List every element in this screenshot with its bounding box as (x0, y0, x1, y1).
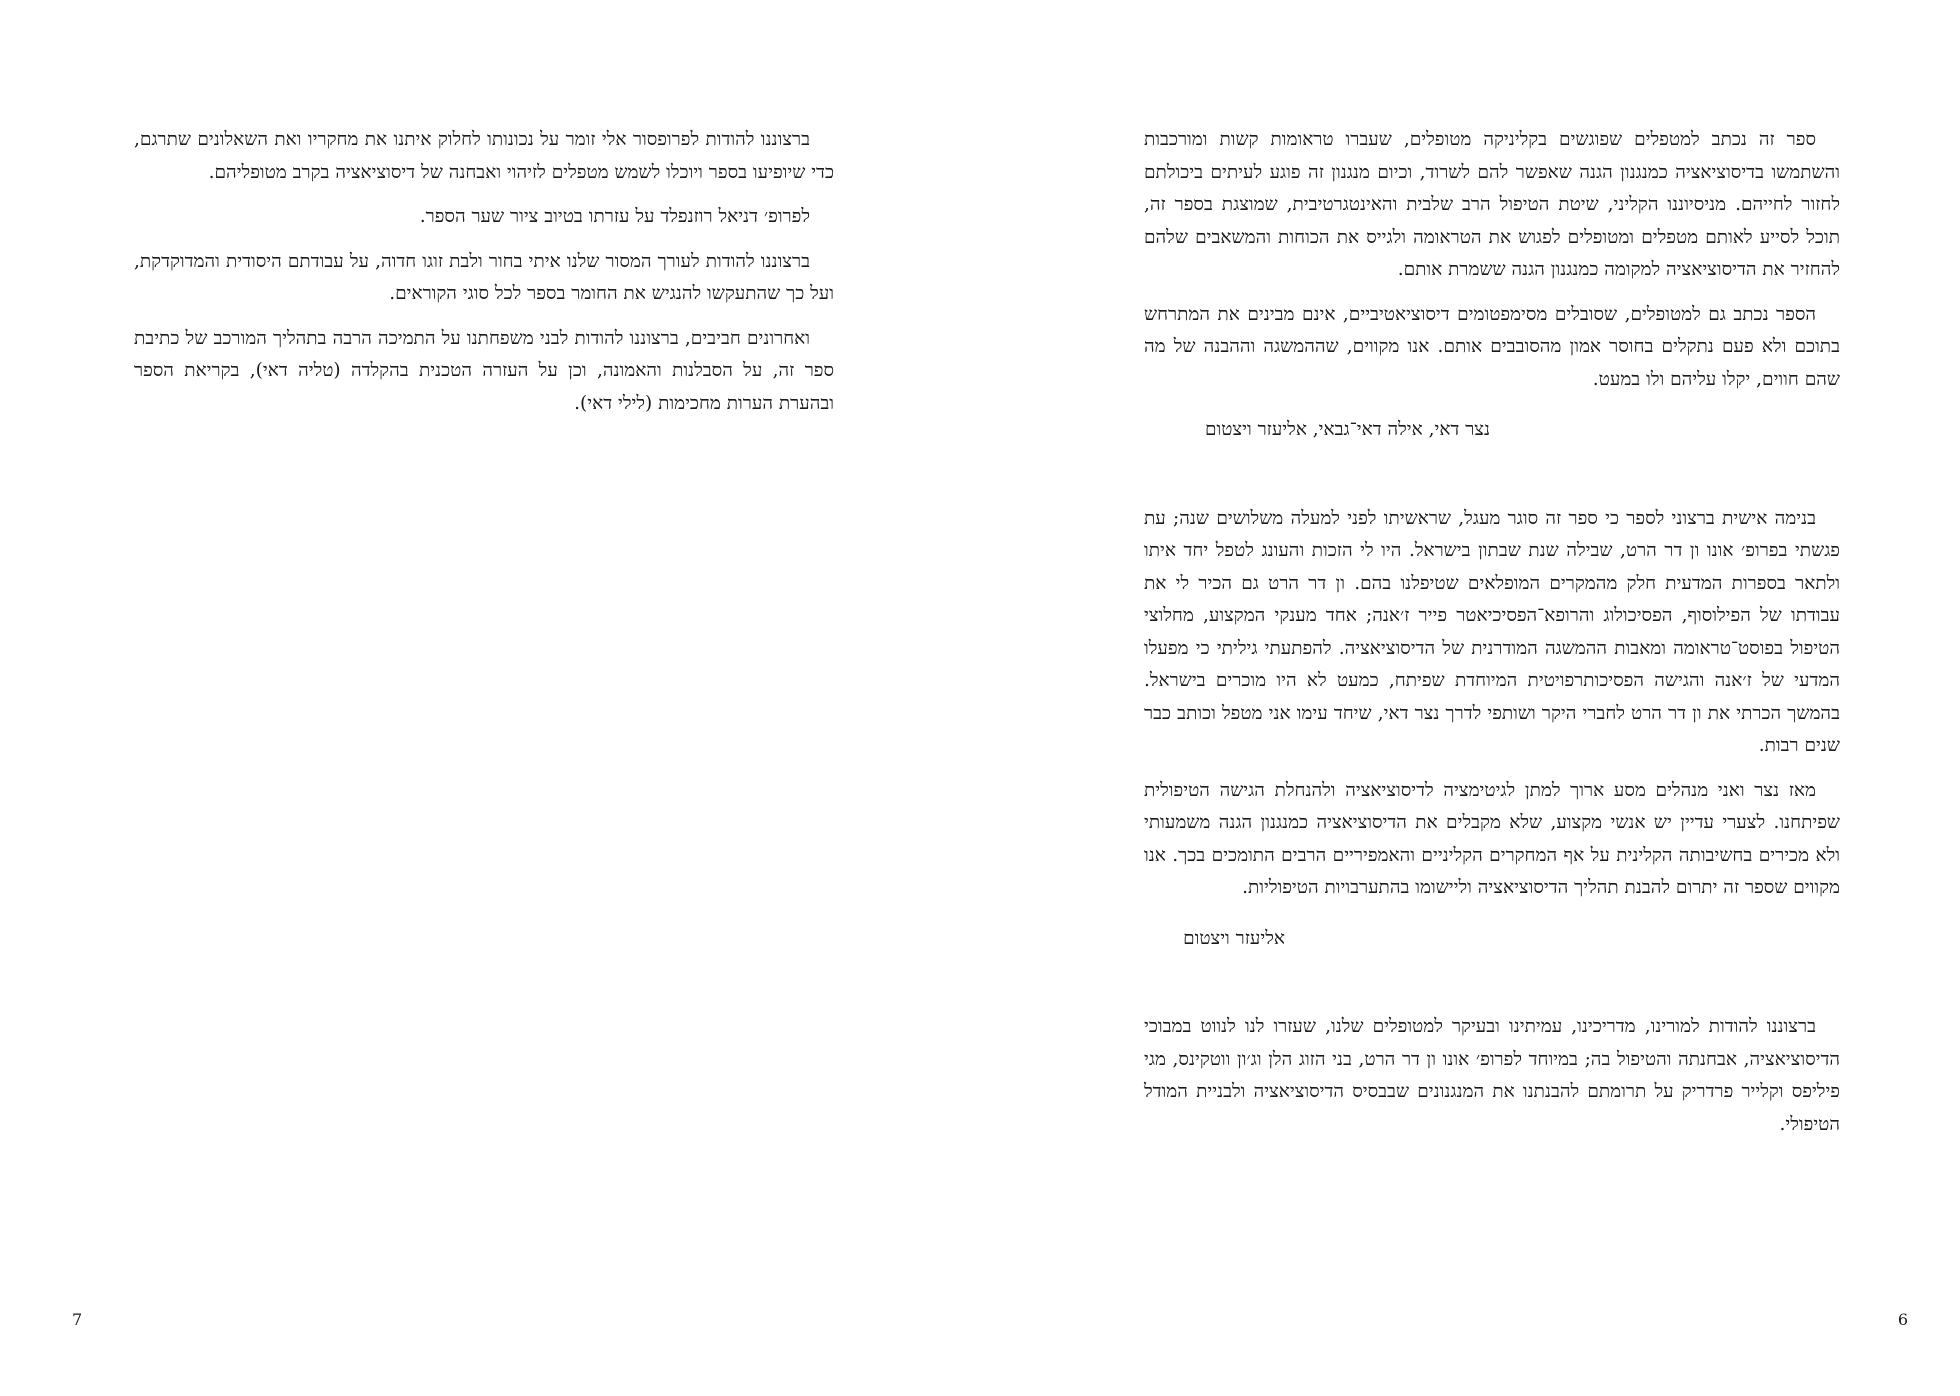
page-number: 7 (72, 1310, 83, 1329)
page-number: 6 (1897, 1310, 1908, 1329)
paragraph: ספר זה נכתב למטפלים שפוגשים בקליניקה מטופלים, שעברו טראומות קשות ומורכבות והשתמשו בדיסוציאציה כמנגנון הגנה שאפשר להם לשרוד, וכיום מנגנון זה פוגע לעיתים ביכולתם לחזור לחייהם. מניסיוננו הקליני, שיטת הטיפול הרב שלבית והאינטגרטיבית, שמוצגת בספר זה, תוכל לסייע לאותם מטפלים ומטופלים לפגוש את הטראומה ולגייס את הכוחות והמשאבים שלהם להחזיר את הדיסוציאציה למקומה כמנגנון הגנה ששמרת אותם. (1144, 129, 1840, 280)
paragraph: ברצוננו להודות למורינו, מדריכינו, עמיתינו ובעיקר למטופלים שלנו, שעזרו לנו לנווט במבוכי הדיסוציאציה, אבחנתה והטיפול בה; במיוחד לפרופ׳ אונו ון דר הרט, בני הזוג הלן וג׳ון ווטקינס, מגי פיליפס וקלייר פרדריק על תרומתם להבנתנו את המנגנונים שבבסיס הדיסוציאציה ולבניית המודל הטיפולי. (1144, 1016, 1840, 1135)
signature-authors: נצר דאי, אילה דאי־גבאי, אליעזר ויצטום (1204, 419, 1490, 440)
paragraph: מאז נצר ואני מנהלים מסע ארוך למתן לגיטימציה לדיסוציאציה ולהנחלת הגישה הטיפולית שפיתחנו. לצערי עדיין יש אנשי מקצוע, שלא מקבלים את הדיסוציאציה כמנגנון הגנה משמעותי ולא מכירים בחשיבותה הקלינית על אף המחקרים הקליניים והאמפיריים הרבים התומכים בכך. אנו מקווים שספר זה יתרום להבנת תהליך הדיסוציאציה וליישומו בהתערבויות הטיפוליות. (1144, 779, 1840, 898)
right-page (980, 0, 1960, 1396)
paragraph: בנימה אישית ברצוני לספר כי ספר זה סוגר מעגל, שראשיתו לפני למעלה משלושים שנה; עת פגשתי בפרופ׳ אונו ון דר הרט, שבילה שנת שבתון בישראל. היו לי הזכות והעונג לטפל יחד איתו ולתאר בספרות המדעית חלק מהמקרים המופלאים שטיפלנו בהם. ון דר הרט גם הכיר לי את עבודתו של הפילוסוף, הפסיכולוג והרופא־הפסיכיאטר פייר ז׳אנה; אחד מענקי המקצוע, מחלוצי הטיפול בפוסט־טראומה ומאבות ההמשגה המודרנית של הדיסוציאציה. להפתעתי גיליתי כי מפעלו המדעי של ז׳אנה והגישה הפסיכותרפויטית המיוחדת שפיתח, כמעט לא היו מוכרים בישראל. בהמשך הכרתי את ון דר הרט לחברי היקר ושותפי לדרך נצר דאי, שיחד עימו אני מטפל וכותב כבר שנים רבות. (1144, 507, 1840, 756)
paragraph: ברצוננו להודות לעורך המסור שלנו איתי בחור ולבת זוגו חדוה, על עבודתם היסודית והמדוקדקת, ועל כך שהתעקשו להנגיש את החומר בספר לכל סוגי הקוראים. (134, 250, 834, 304)
paragraph: ואחרונים חביבים, ברצוננו להודות לבני משפחתנו על התמיכה הרבה בתהליך המורכב של כתיבת ספר זה, על הסבלנות והאמונה, וכן על העזרה הטכנית בהקלדה (טליה דאי), בקריאת הספר ובהערת הערות מחכימות (לילי דאי). (134, 327, 834, 414)
paragraph: הספר נכתב גם למטופלים, שסובלים מסימפטומים דיסוציאטיביים, אינם מבינים את המתרחש בתוכם ולא פעם נתקלים בחוסר אמון מהסובבים אותם. אנו מקווים, שההמשגה וההבנה של מה שהם חווים, יקלו עליהם ולו במעט. (1144, 303, 1840, 390)
signature-author: אליעזר ויצטום (1183, 927, 1285, 949)
paragraph: ברצוננו להודות לפרופסור אלי זומר על נכונותו לחלוק איתנו את מחקריו ואת השאלונים שתרגם, כדי שיופיעו בספר ויוכלו לשמש מטפלים לזיהוי ואבחנה של דיסוציאציה בקרב מטופליהם. (134, 129, 834, 183)
right-page-text-column (1144, 124, 1840, 1153)
left-page-text-column (134, 124, 834, 432)
paragraph: לפרופ׳ דניאל רוזנפלד על עזרתו בטיוב ציור שער הספר. (419, 206, 810, 227)
